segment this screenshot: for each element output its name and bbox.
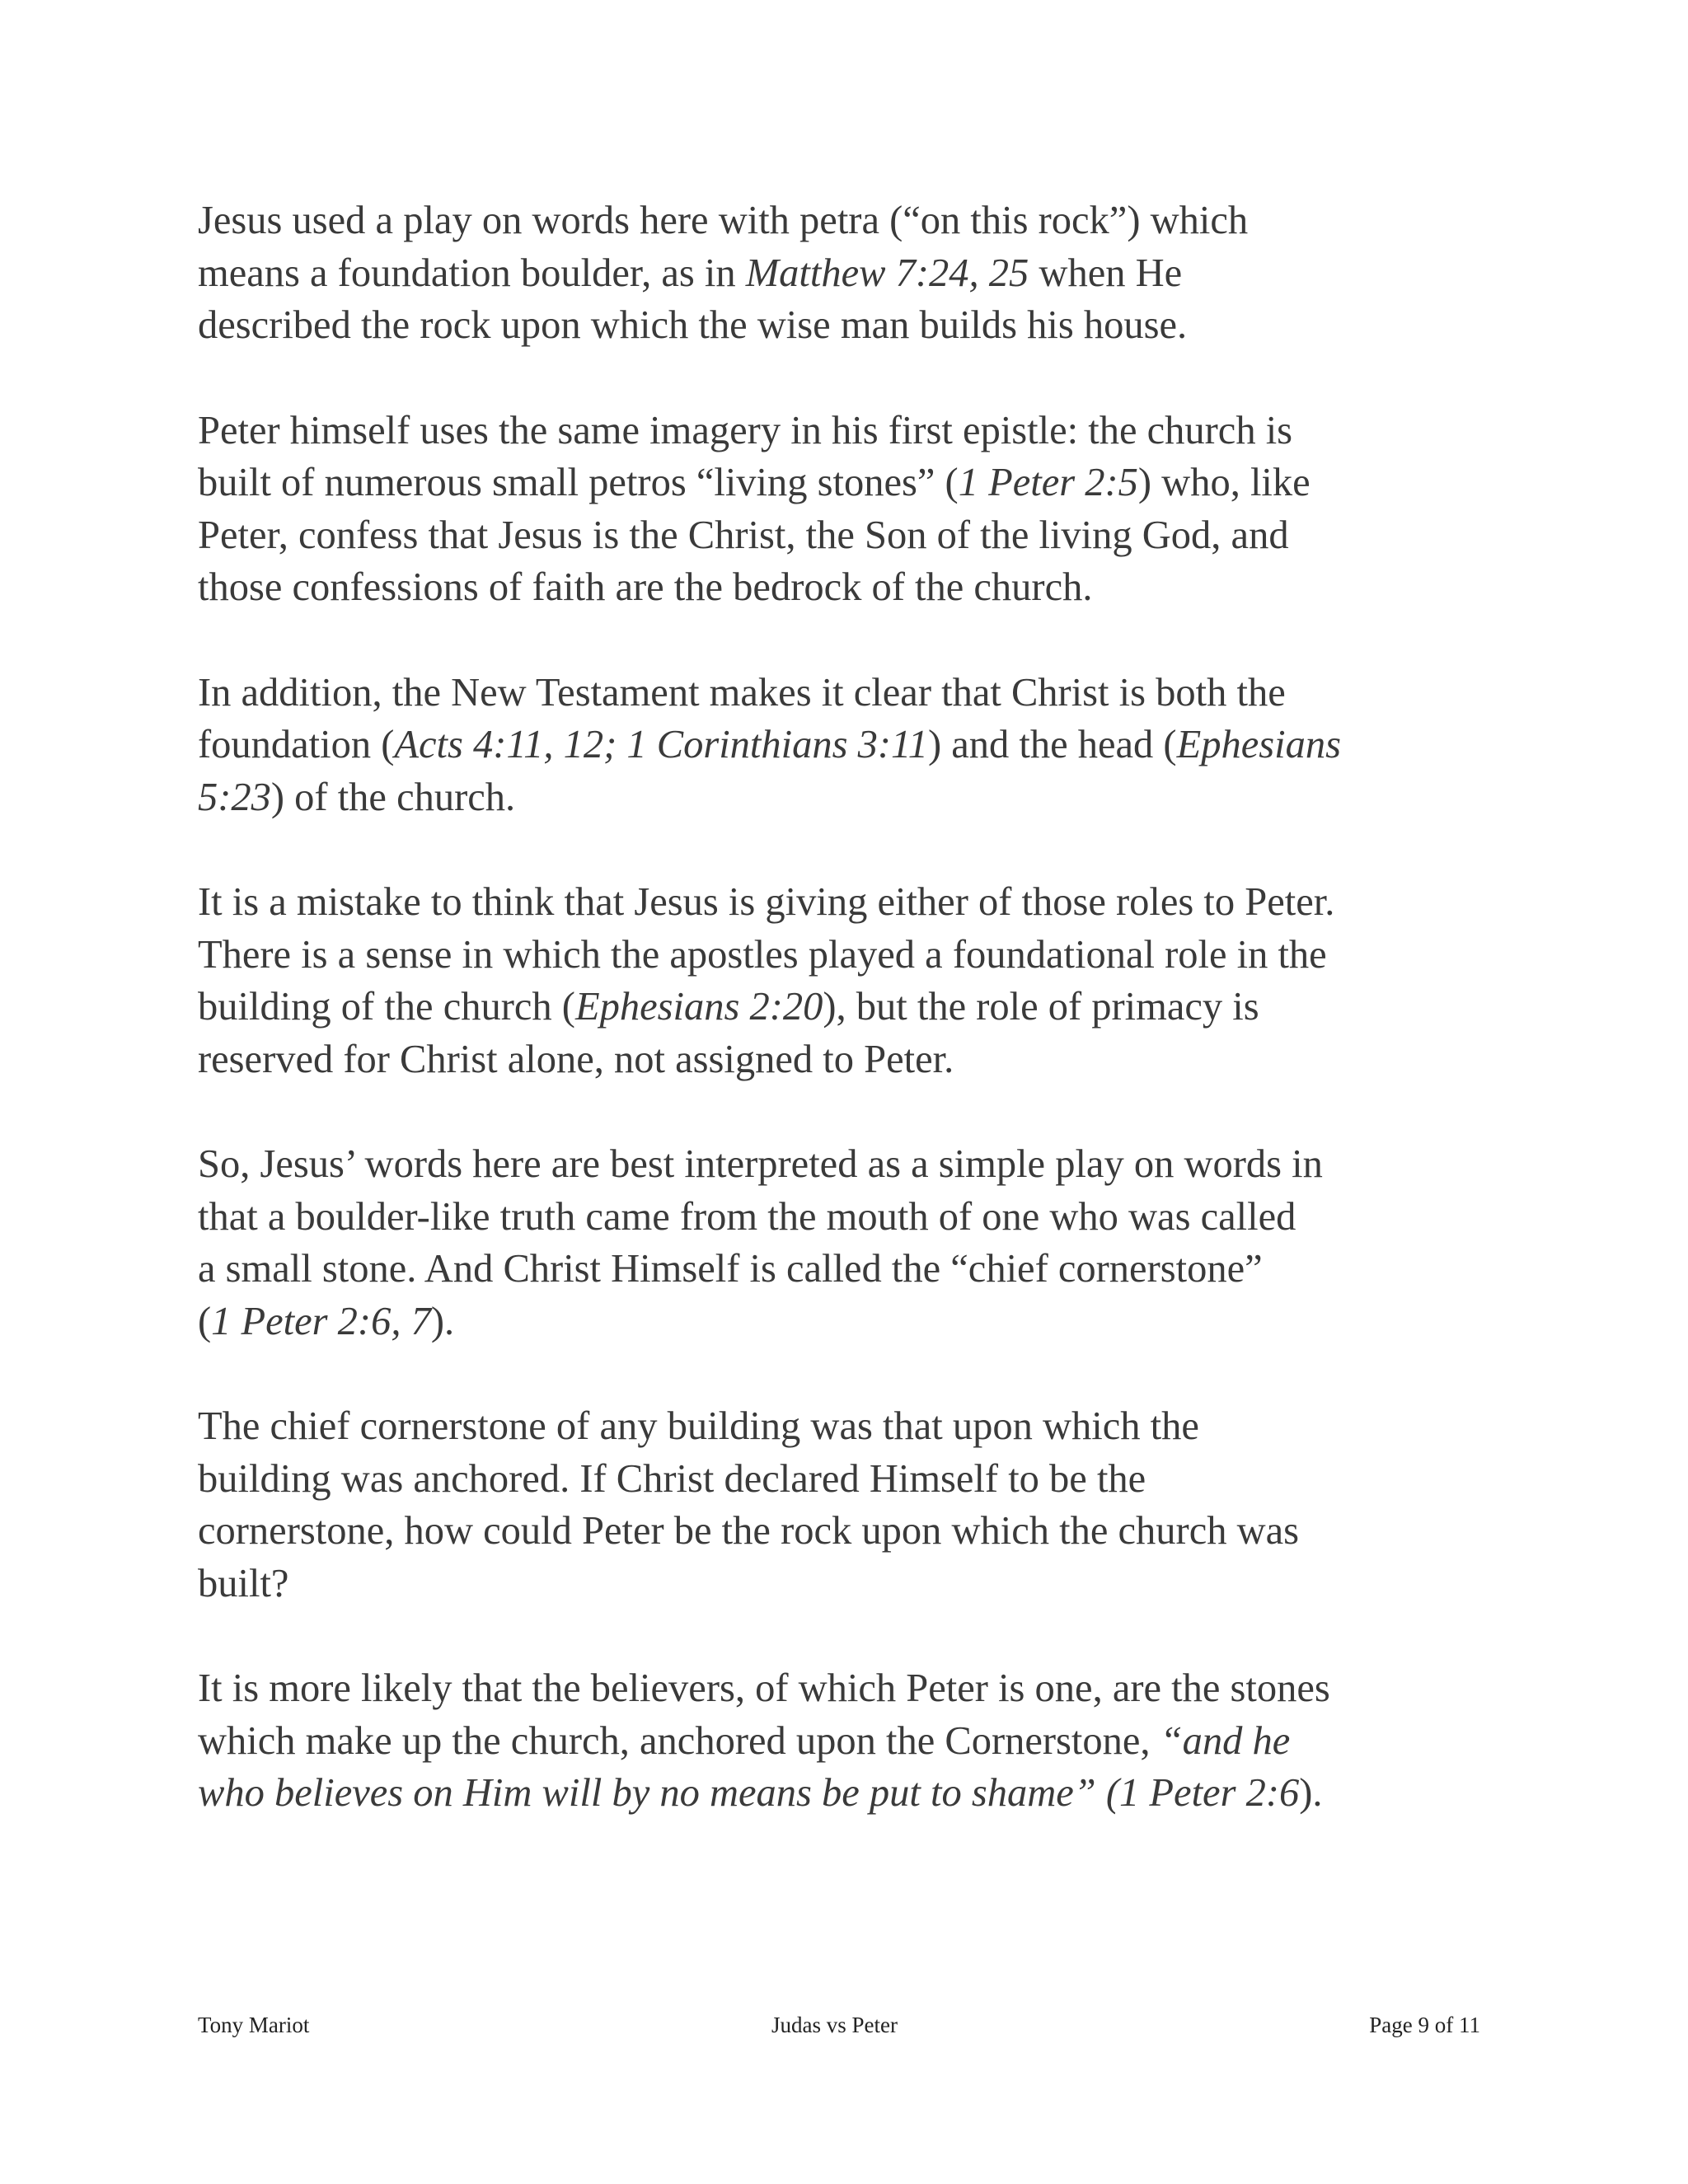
text-run: that a boulder-like truth came from the mouth of one who was called — [198, 1194, 1296, 1239]
paragraph — [198, 1662, 1500, 1820]
text-line — [198, 1296, 1500, 1348]
paragraph — [198, 1138, 1500, 1347]
page-footer — [0, 2011, 1688, 2044]
text-line — [198, 1505, 1500, 1558]
text-run: when He — [1029, 251, 1183, 295]
text-line — [198, 1243, 1500, 1296]
scripture-reference: Matthew 7:24, 25 — [745, 251, 1029, 295]
scripture-reference: Ephesians 2:20 — [574, 985, 823, 1029]
text-run: means a foundation boulder, as in — [198, 251, 746, 295]
text-run: ). — [1299, 1771, 1323, 1815]
text-line — [198, 719, 1500, 771]
text-run: There is a sense in which the apostles played a foundational role in the — [198, 932, 1327, 977]
text-run: It is a mistake to think that Jesus is giving either of those roles to Peter. — [198, 880, 1335, 924]
text-line — [198, 1191, 1500, 1244]
text-run: Jesus used a play on words here with petra (“on this rock”) which — [198, 199, 1249, 242]
text-run: Peter himself uses the same imagery in his first epistle: the church is — [198, 408, 1293, 452]
scripture-reference: “and he — [1160, 1718, 1291, 1763]
paragraph — [198, 405, 1500, 614]
text-run: built? — [198, 1561, 289, 1605]
text-run: which make up the church, anchored upon the Cornerstone, — [198, 1718, 1160, 1763]
text-run: cornerstone, how could Peter be the rock upon which the church was — [198, 1509, 1300, 1553]
text-run: those confessions of faith are the bedrock of the church. — [198, 565, 1093, 609]
scripture-reference: 5:23 — [198, 775, 271, 819]
text-run: built of numerous small petros “living stones” ( — [198, 461, 959, 504]
paragraph — [198, 1400, 1500, 1610]
text-run: So, Jesus’ words here are best interpreted as a simple play on words in — [198, 1142, 1323, 1186]
text-line — [198, 981, 1500, 1033]
text-run: described the rock upon which the wise man builds his house. — [198, 303, 1188, 347]
footer-page-number: Page 9 of 11 — [1369, 2013, 1480, 2037]
scripture-reference: Ephesians — [1176, 723, 1341, 766]
footer-title: Judas vs Peter — [771, 2013, 898, 2037]
paragraph — [198, 667, 1500, 824]
text-line — [198, 876, 1500, 929]
text-run: a small stone. And Christ Himself is called the “chief cornerstone” — [198, 1247, 1263, 1291]
text-run: ( — [198, 1299, 212, 1343]
text-run: ) of the church. — [270, 775, 516, 819]
text-line — [198, 929, 1500, 982]
text-line — [198, 299, 1500, 352]
paragraph — [198, 876, 1500, 1085]
text-run: building of the church ( — [198, 985, 575, 1029]
scripture-reference: 1 Peter 2:5 — [958, 461, 1138, 504]
text-run: The chief cornerstone of any building was that upon which the — [198, 1404, 1199, 1448]
text-line — [198, 667, 1500, 719]
text-line — [198, 771, 1500, 824]
document-body — [198, 194, 1500, 1872]
text-line — [198, 194, 1500, 247]
text-line — [198, 1558, 1500, 1610]
text-run: building was anchored. If Christ declared Himself to be the — [198, 1456, 1146, 1501]
text-run: foundation ( — [198, 723, 395, 766]
text-run: It is more likely that the believers, of which Peter is one, are the stones — [198, 1666, 1330, 1710]
text-line — [198, 1767, 1500, 1820]
paragraph — [198, 194, 1500, 352]
text-line — [198, 509, 1500, 562]
footer-author: Tony Mariot — [198, 2013, 310, 2037]
scripture-reference: 1 Peter 2:6, 7 — [211, 1299, 431, 1343]
text-line — [198, 1033, 1500, 1086]
text-line — [198, 561, 1500, 614]
scripture-reference: Acts 4:11, 12; 1 Corinthians 3:11 — [394, 723, 928, 766]
text-run: ) and the head ( — [927, 723, 1177, 766]
text-line — [198, 1715, 1500, 1768]
text-run: ). — [430, 1299, 455, 1343]
text-run: reserved for Christ alone, not assigned to Peter. — [198, 1037, 954, 1081]
text-line — [198, 457, 1500, 509]
text-line — [198, 1400, 1500, 1453]
text-line — [198, 405, 1500, 457]
text-run: In addition, the New Testament makes it clear that Christ is both the — [198, 670, 1286, 715]
text-line — [198, 247, 1500, 300]
text-run: ), but the role of primacy is — [823, 985, 1259, 1029]
text-line — [198, 1138, 1500, 1191]
text-line — [198, 1662, 1500, 1715]
text-run: ) who, like — [1137, 461, 1311, 504]
scripture-reference: who believes on Him will by no means be put to shame” (1 Peter 2:6 — [198, 1771, 1300, 1815]
text-run: Peter, confess that Jesus is the Christ, the Son of the living God, and — [198, 513, 1289, 557]
text-line — [198, 1453, 1500, 1506]
